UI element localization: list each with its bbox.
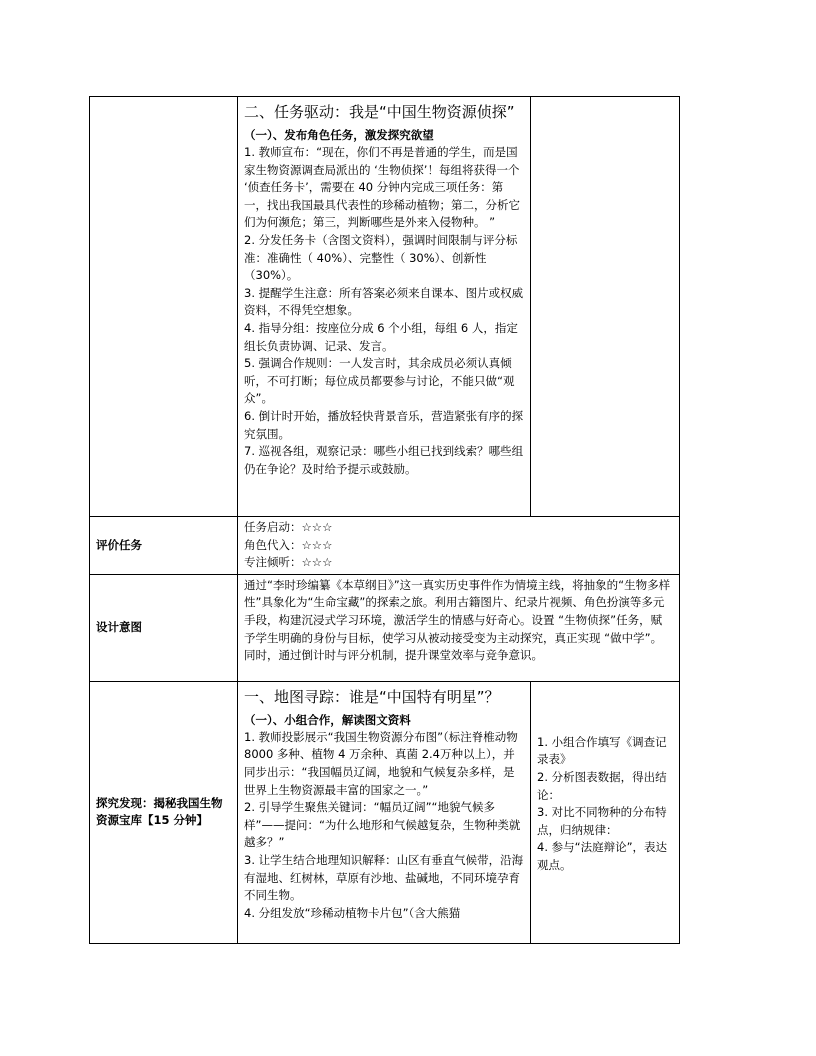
- task-driven-row: [90, 97, 680, 517]
- step-3: 3. 提醒学生注意：所有答案必须来自课本、图片或权威资料，不得凭空想象。: [244, 285, 524, 318]
- step-5: 5. 强调合作规则：一人发言时，其余成员必须认真倾听，不可打断；每位成员都要参与讨论，不能只做“观众”。: [244, 356, 515, 406]
- design-intent-label: 设计意图: [90, 574, 238, 681]
- design-intent-row: [90, 574, 680, 681]
- sub-heading: （一）、发布角色任务，激发探究欲望: [244, 128, 434, 142]
- explore-step-3: 3. 让学生结合地理知识解释：山区有垂直气候带，沿海有湿地、红树林，草原有沙地、盐碱地，不同环境孕育不同生物。: [244, 852, 524, 903]
- activity-item: 4. 参与“法庭辩论”，表达观点。: [537, 840, 668, 872]
- explore-row: [90, 681, 680, 943]
- explore-step-1: 1. 教师投影展示“我国生物资源分布图”（标注脊椎动物 8000 多种、植物 4 万余种、真菌 2.4万种以上），并同步出示：“我国幅员辽阔，地貌和气候复杂多样，是世界上生物资源最丰富的国家之一。”: [244, 729, 518, 797]
- explore-label: 探究发现：揭秘我国生物资源宝库【15 分钟】: [90, 681, 238, 943]
- step-4: 4. 指导分组：按座位分成 6 个小组，每组 6 人，指定组长负责协调、记录、发言。: [244, 320, 518, 353]
- explore-step-2: 2. 引导学生聚焦关键词：“幅员辽阔”“地貌气候多样”——提问：“为什么地形和气候越复杂，生物种类就越多？”: [244, 800, 521, 850]
- evaluation-content: [238, 517, 680, 575]
- section-heading: 二、任务驱动：我是“中国生物资源侦探”: [244, 103, 515, 121]
- task-driven-right: [531, 97, 680, 517]
- evaluation-item: 专注倾听：☆☆☆: [244, 555, 333, 570]
- explore-step-4: 4. 分组发放“珍稀动植物卡片包”（含大熊猫: [244, 905, 461, 920]
- step-2: 2. 分发任务卡（含图文资料），强调时间限制与评分标准：准确性（ 40%）、完整性（ 30%）、创新性（30%）。: [244, 232, 518, 283]
- evaluation-label: 评价任务: [90, 517, 238, 575]
- explore-content: [238, 681, 531, 943]
- sub-heading: （一）、小组合作，解读图文资料: [244, 712, 411, 727]
- activity-item: 2. 分析图表数据，得出结论：: [537, 769, 667, 802]
- lesson-plan-table: [89, 96, 680, 944]
- activity-item: 1. 小组合作填写《调查记录表》: [537, 734, 667, 767]
- design-intent-content: [238, 574, 680, 681]
- section-heading: 一、地图寻踪：谁是“中国特有明星”？: [244, 687, 500, 706]
- activity-item: 3. 对比不同物种的分布特点，归纳规律：: [537, 805, 667, 837]
- step-6: 6. 倒计时开始，播放轻快背景音乐，营造紧张有序的探究氛围。: [244, 408, 524, 441]
- evaluation-item: 任务启动：☆☆☆: [244, 520, 333, 534]
- evaluation-item: 角色代入：☆☆☆: [244, 537, 333, 552]
- evaluation-row: [90, 517, 680, 575]
- step-1: 1. 教师宣布：“现在，你们不再是普通的学生，而是国家生物资源调查局派出的 ‘生物侦探’！每组将获得一个 ‘侦查任务卡’，需要在 40 分钟内完成三项任务：第一，找出我国最具代表性的珍稀动植物；第二，分析它们为何濒危；第三，判断哪些是外来入侵物种。 ”: [244, 145, 520, 230]
- task-driven-content: [238, 97, 531, 517]
- step-7: 7. 巡视各组，观察记录：哪些小组已找到线索？哪些组仍在争论？及时给予提示或鼓励。: [244, 444, 524, 476]
- design-intent-text: 通过“李时珍编纂《本草纲目》”这一真实历史事件作为情境主线，将抽象的“生物多样性”具象化为“生命宝藏”的探索之旅。利用古籍图片、纪录片视频、角色扮演等多元手段，构建沉浸式学习环境，激活学生的情感与好奇心。设置 “生物侦探”任务，赋予学生明确的身份与目标，使学习从被动接受变为主动探究，真正实现 “做中学”。同时，通过倒计时与评分机制，提升课堂效率与竞争意识。: [244, 577, 671, 663]
- task-driven-label: [90, 97, 238, 517]
- explore-activities: [531, 681, 680, 943]
